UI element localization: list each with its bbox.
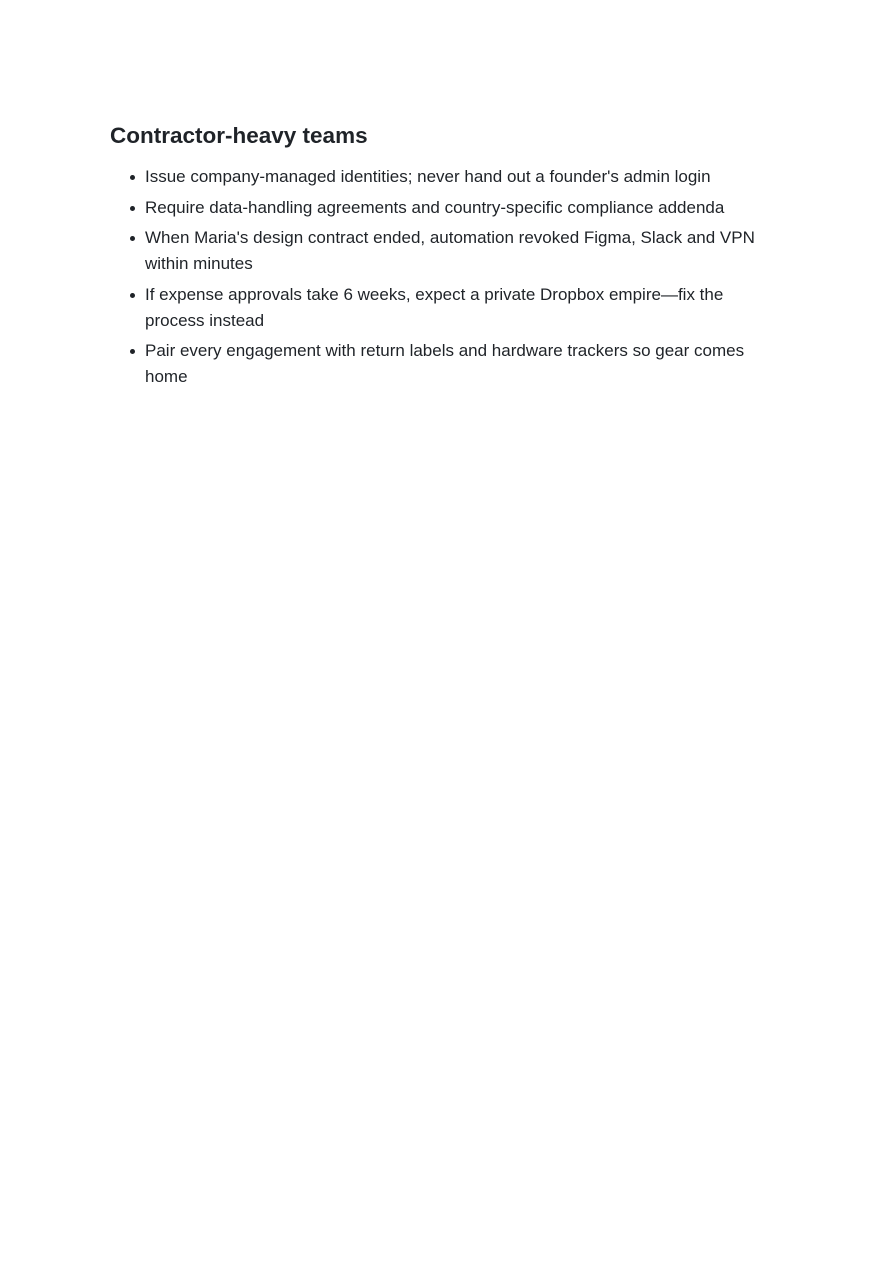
bullet-dot-icon xyxy=(130,236,135,241)
section-heading: Contractor-heavy teams xyxy=(110,123,368,148)
list-item-text: Require data-handling agreements and country-specific compliance addenda xyxy=(145,197,725,217)
document-page xyxy=(110,121,780,395)
list-item xyxy=(110,225,780,277)
bullet-dot-icon xyxy=(130,175,135,180)
bullet-list xyxy=(110,164,780,390)
list-item-text: If expense approvals take 6 weeks, expect a private Dropbox empire—fix the process instead xyxy=(145,284,724,330)
bullet-dot-icon xyxy=(130,293,135,298)
bullet-dot-icon xyxy=(130,349,135,354)
bullet-dot-icon xyxy=(130,206,135,211)
list-item xyxy=(110,195,780,221)
list-item xyxy=(110,338,780,390)
list-item-text: Pair every engagement with return labels and hardware trackers so gear comes home xyxy=(145,341,745,386)
list-item xyxy=(110,282,780,334)
list-item-text: When Maria's design contract ended, automation revoked Figma, Slack and VPN within minutes xyxy=(145,228,755,273)
list-item xyxy=(110,164,780,190)
list-item-text: Issue company-managed identities; never hand out a founder's admin login xyxy=(145,167,711,186)
